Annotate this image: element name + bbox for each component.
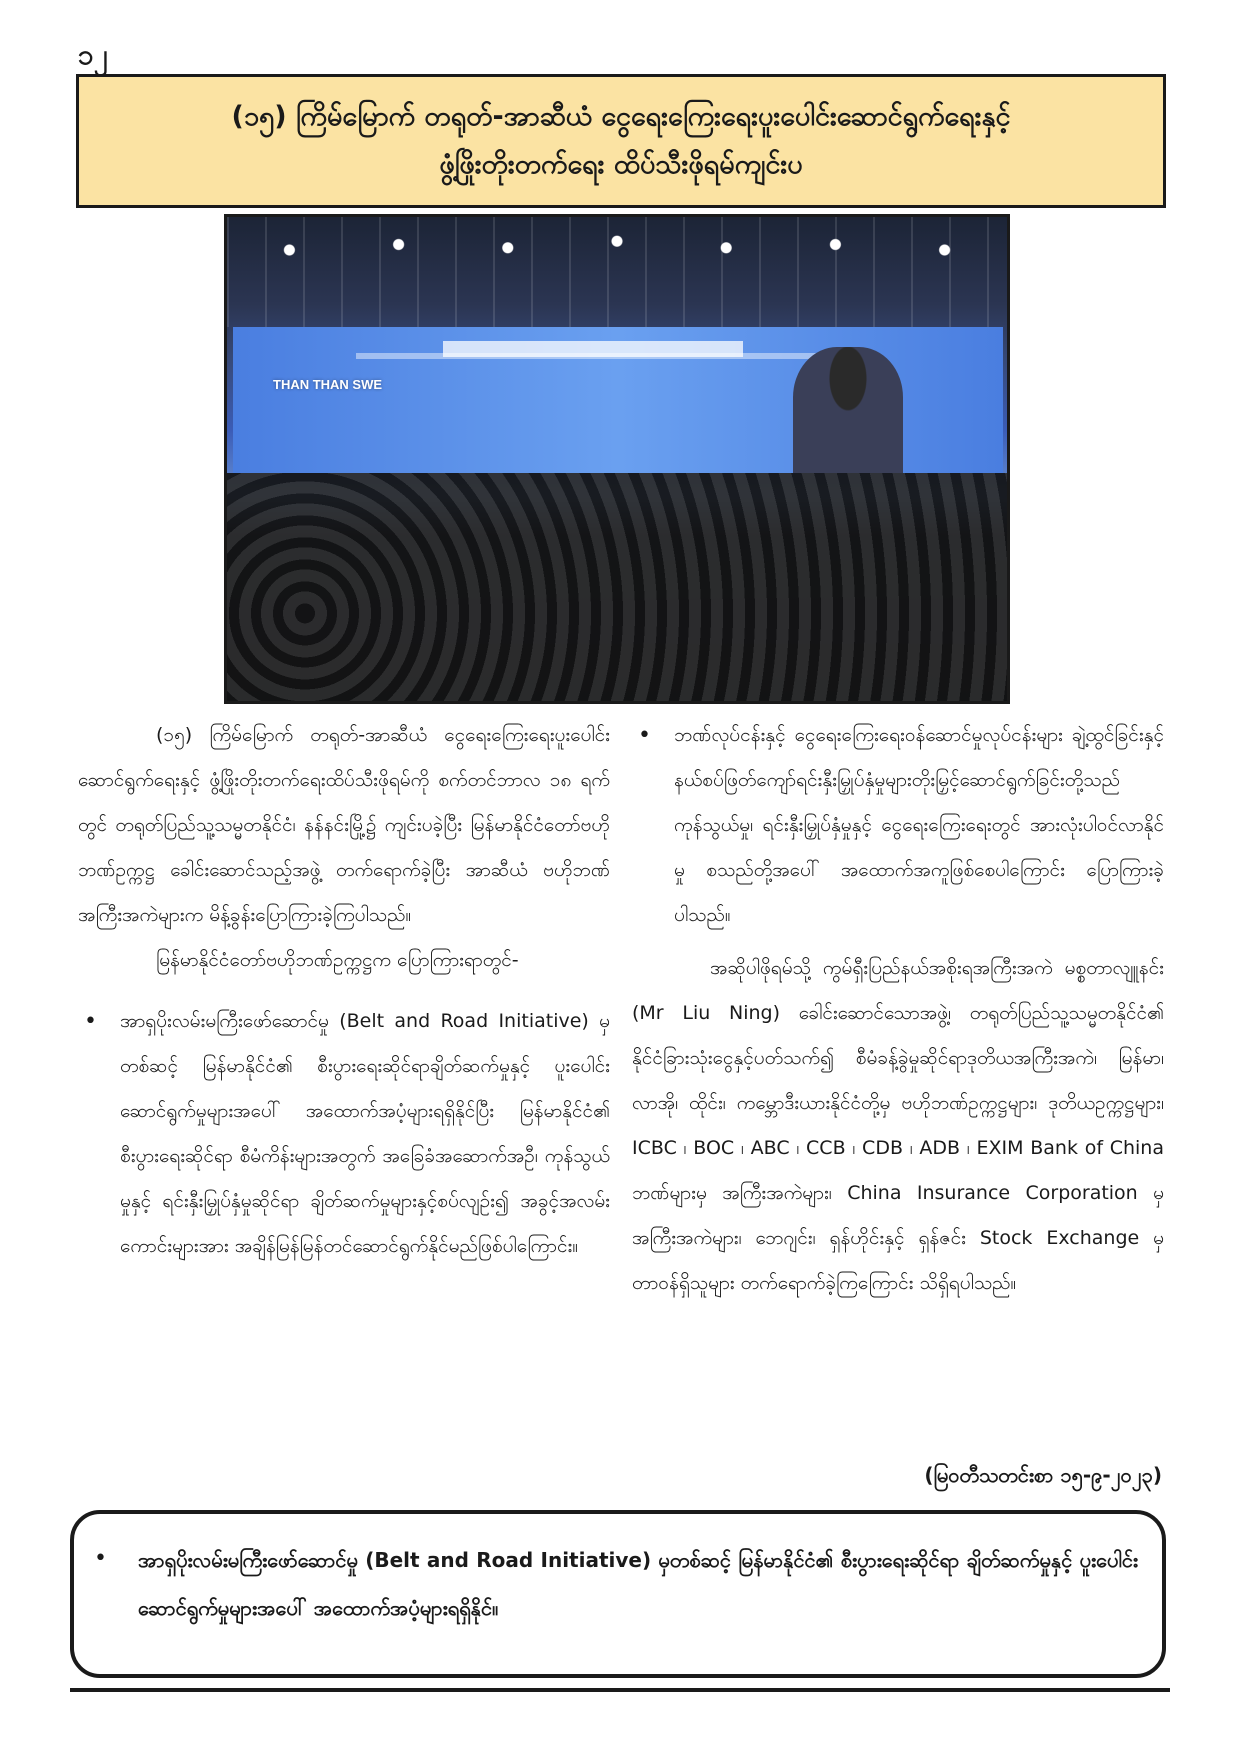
left-bullet-item xyxy=(78,999,610,1269)
title-box xyxy=(76,74,1166,208)
title-line-2: ဖွံ့ဖြိုးတိုးတက်ရေး ထိပ်သီးဖိုရမ်ကျင်းပ xyxy=(439,149,803,180)
bullet-icon: • xyxy=(94,1546,107,1571)
title-line-1: (၁၅) ကြိမ်မြောက် တရုတ်-အာဆီယံ ငွေရေးကြေးရေးပူးပေါင်းဆောင်ရွက်ရေးနှင့် xyxy=(231,101,1011,132)
bullet-icon: • xyxy=(638,723,651,748)
source-citation: (မြဝတီသတင်းစာ ၁၅-၉-၂၀၂၃) xyxy=(924,1463,1162,1487)
left-column xyxy=(78,713,610,1269)
stage-screen xyxy=(233,327,1003,473)
left-bullet-text: အာရှပိုးလမ်းမကြီးဖော်ဆောင်မှု (Belt and Road Initiative) မှတစ်ဆင့် မြန်မာနိုင်ငံ၏ စီးပွားရေးဆိုင်ရာချိတ်ဆက်မှုနှင့် ပူးပေါင်းဆောင်ရွက်မှုများအပေါ် အထောက်အပံ့များရရှိနိုင်ပြီး မြန်မာနိုင်ငံ၏ စီးပွားရေးဆိုင်ရာ စီမံကိန်းများအတွက် အခြေခံအဆောက်အဦ၊ ကုန်သွယ်မှုနှင့် ရင်းနှီးမြှုပ်နှံမှုဆိုင်ရာ ချိတ်ဆက်မှုများနှင့်စပ်လျဉ်း၍ အခွင့်အလမ်းကောင်းများအား အချိန်မြန်မြန်တင်ဆောင်ရွက်နိုင်မည်ဖြစ်ပါကြောင်း။ xyxy=(120,1010,610,1257)
intro-paragraph: (၁၅) ကြိမ်မြောက် တရုတ်-အာဆီယံ ငွေရေးကြေးရေးပူးပေါင်းဆောင်ရွက်ရေးနှင့် ဖွံ့ဖြိုးတိုးတက်ရေးထိပ်သီးဖိုရမ်ကို စက်တင်ဘာလ ၁၈ ရက်တွင် တရုတ်ပြည်သူ့သမ္မတနိုင်ငံ၊ နန်နင်းမြို့၌ ကျင်းပခဲ့ပြီး မြန်မာနိုင်ငံတော်ဗဟိုဘဏ်ဥက္ကဋ္ဌ ခေါင်းဆောင်သည့်အဖွဲ့ တက်ရောက်ခဲ့ပြီး အာဆီယံ ဗဟိုဘဏ်အကြီးအကဲများက မိန့်ခွန်းပြောကြားခဲ့ကြပါသည်။ xyxy=(78,724,610,926)
speaker-figure xyxy=(793,347,903,473)
right-column xyxy=(632,713,1164,1306)
ceiling-lights xyxy=(227,217,1007,327)
right-bullet-item xyxy=(632,713,1164,938)
screen-subtitle-bar xyxy=(356,353,880,359)
screen-speaker-name: THAN THAN SWE xyxy=(273,377,383,392)
summary-callout xyxy=(70,1510,1166,1678)
page-number: ၁၂ xyxy=(78,38,108,71)
callout-text: အာရှပိုးလမ်းမကြီးဖော်ဆောင်မှု (Belt and Road Initiative) မှတစ်ဆင့် မြန်မာနိုင်ငံ၏ စီးပွားရေးဆိုင်ရာ ချိတ်ဆက်မှုနှင့် ပူးပေါင်းဆောင်ရွက်မှုများအပေါ် အထောက်အပံ့များရရှိနိုင်။ xyxy=(138,1548,1138,1620)
bottom-divider xyxy=(70,1688,1170,1692)
right-bullet-text: ဘဏ်လုပ်ငန်းနှင့် ငွေရေးကြေးရေးဝန်ဆောင်မှုလုပ်ငန်းများ ချဲ့ထွင်ခြင်းနှင့် နယ်စပ်ဖြတ်ကျော်ရင်းနှီးမြှုပ်နှံမှုများတိုးမြှင့်ဆောင်ရွက်ခြင်းတို့သည် ကုန်သွယ်မှု၊ ရင်းနှီးမြှုပ်နှံမှုနှင့် ငွေရေးကြေးရေးတွင် အားလုံးပါဝင်လာနိုင်မှု စသည်တို့အပေါ် အထောက်အကူဖြစ်စေပါကြောင်း ပြောကြားခဲ့ပါသည်။ xyxy=(674,724,1164,926)
forum-photo xyxy=(224,214,1010,704)
bullet-icon: • xyxy=(84,1009,97,1034)
lead-in-paragraph: မြန်မာနိုင်ငံတော်ဗဟိုဘဏ်ဥက္ကဋ္ဌက ပြောကြားရာတွင်- xyxy=(156,949,519,971)
audience xyxy=(227,473,1007,704)
closing-paragraph: အဆိုပါဖိုရမ်သို့ ကွမ်ရှီးပြည်နယ်အစိုးရအကြီးအကဲ မစ္စတာလျူနင်း (Mr Liu Ning) ခေါင်းဆောင်သောအဖွဲ့၊ တရုတ်ပြည်သူ့သမ္မတနိုင်ငံ၏ နိုင်ငံခြားသုံးငွေနှင့်ပတ်သက်၍ စီမံခန့်ခွဲမှုဆိုင်ရာဒုတိယအကြီးအကဲ၊ မြန်မာ၊ လာအို၊ ထိုင်း၊ ကမ္ဘောဒီးယားနိုင်ငံတို့မှ ဗဟိုဘဏ်ဥက္ကဋ္ဌများ၊ ဒုတိယဥက္ကဋ္ဌများ၊ ICBC ၊ BOC ၊ ABC ၊ CCB ၊ CDB ၊ ADB ၊ EXIM Bank of China ဘဏ်များမှ အကြီးအကဲများ၊ China Insurance Corporation မှ အကြီးအကဲများ၊ ဘေဂျင်း၊ ရှန်ဟိုင်းနှင့် ရှန်ဇင်း Stock Exchange မှ တာဝန်ရှိသူများ တက်ရောက်ခဲ့ကြကြောင်း သိရှိရပါသည်။ xyxy=(632,957,1164,1294)
